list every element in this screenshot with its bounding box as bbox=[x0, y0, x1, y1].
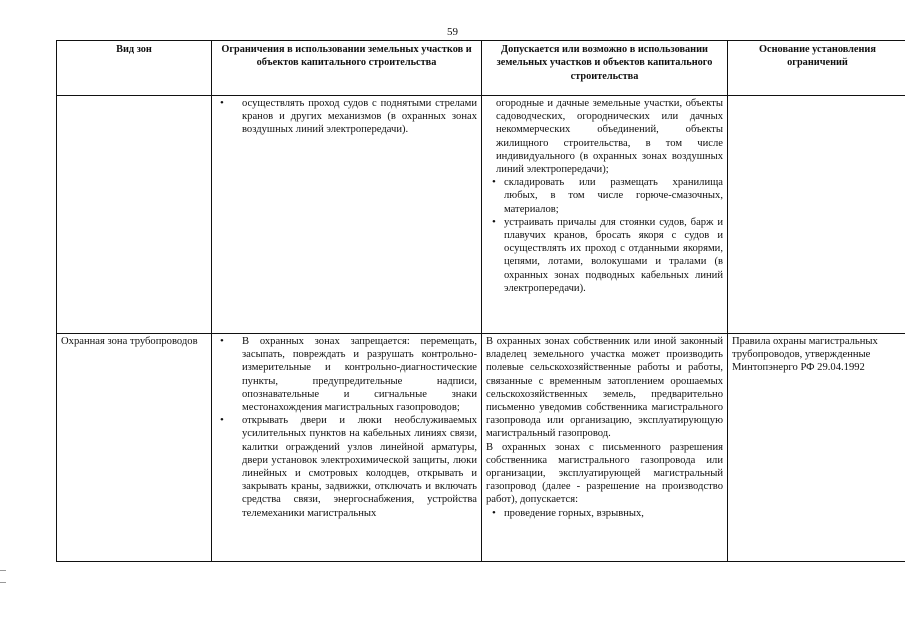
permitted-list bbox=[486, 507, 723, 520]
list-item: • проведение горных, взрывных, bbox=[486, 507, 723, 520]
permitted-paragraph: В охранных зонах с письменного разрешения собственника магистрального газопровода или организации, эксплуатирующей магистральный газопровод (далее - разрешение на производство работ), допускается: bbox=[486, 441, 723, 506]
list-item: • осуществлять проход судов с поднятыми стрелами кранов и других механизмов (в охранных зонах воздушных линий электропередачи). bbox=[216, 97, 477, 137]
margin-mark bbox=[0, 582, 6, 583]
table-row bbox=[57, 96, 905, 334]
restrictions-list bbox=[216, 335, 477, 520]
permitted-list bbox=[486, 176, 723, 295]
zone-cell: Охранная зона трубопроводов bbox=[57, 334, 212, 562]
basis-cell bbox=[728, 96, 905, 334]
list-item: • складировать или размещать хранилища любых, в том числе горюче-смазочных, материалов; bbox=[486, 176, 723, 216]
list-item: • открывать двери и люки необслуживаемых усилительных пунктов на кабельных линиях связи, калитки ограждений узлов линейной арматуры, двери установок электрохимической защиты, люки линейных и смотровых колодцев, открывать и закрывать краны, задвижки, отключать и включать средства связи, энергоснабжения, устройства телемеханики магистральных bbox=[216, 414, 477, 520]
restrictions-list bbox=[216, 97, 477, 137]
table-row bbox=[57, 334, 905, 562]
permitted-cell bbox=[482, 334, 728, 562]
header-basis: Основание установления ограничений bbox=[728, 41, 905, 96]
header-permitted: Допускается или возможно в использовании земельных участков и объектов капитального строительства bbox=[482, 41, 728, 96]
table-header-row bbox=[57, 41, 905, 96]
zone-cell bbox=[57, 96, 212, 334]
list-item: • устраивать причалы для стоянки судов, барж и плавучих кранов, бросать якоря с судов и осуществлять их проход с отданными якорями, цепями, лотами, волокушами и тралами (в охранных зонах подводных кабельных линий электропередачи). bbox=[486, 216, 723, 295]
restrictions-cell bbox=[212, 334, 482, 562]
list-item: • В охранных зонах запрещается: перемещать, засыпать, повреждать и разрушать контрольно-измерительные и контрольно-диагностические пункты, предупредительные надписи, опознавательные и сигнальные знаки местонахождения магистральных газопроводов; bbox=[216, 335, 477, 414]
permitted-continuation: огородные и дачные земельные участки, объекты садоводческих, огороднических или дачных некоммерческих объединений, объекты жилищного строительства, в том числе индивидуального (в охранных зонах воздушных линий электропередачи); bbox=[496, 98, 723, 176]
permitted-paragraph: В охранных зонах собственник или иной законный владелец земельного участка может производить полевые сельскохозяйственные работы и работы, связанные с временным затоплением орошаемых сельскохозяйственных земель, предварительно письменно уведомив собственника магистрального газопровода или организацию, эксплуатирующую магистральный газопровод. bbox=[486, 336, 723, 440]
margin-mark bbox=[0, 570, 6, 571]
header-zone-type: Вид зон bbox=[57, 41, 212, 96]
page-number: 59 bbox=[447, 26, 458, 38]
header-restrictions: Ограничения в использовании земельных участков и объектов капитального строительства bbox=[212, 41, 482, 96]
zones-table bbox=[56, 40, 905, 562]
basis-cell: Правила охраны магистральных трубопроводов, утвержденные Минтопэнерго РФ 29.04.1992 bbox=[728, 334, 905, 562]
restrictions-cell bbox=[212, 96, 482, 334]
permitted-cell bbox=[482, 96, 728, 334]
